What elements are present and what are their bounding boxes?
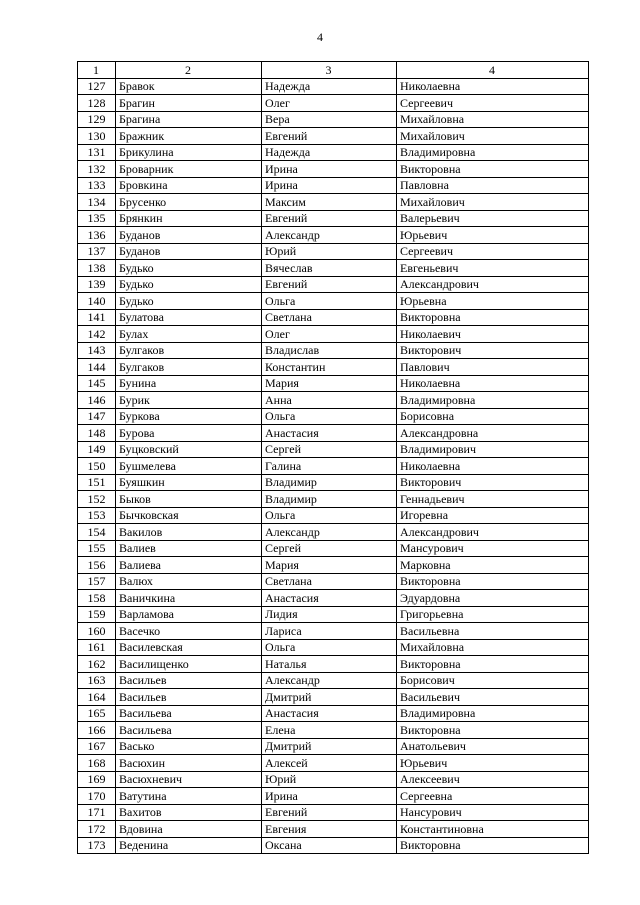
table-row [78, 771, 589, 788]
patronymic-cell: Владимирович [397, 441, 589, 458]
first-name-cell: Анастасия [262, 425, 397, 442]
surname-cell: Бурова [116, 425, 262, 442]
surname-cell: Бурик [116, 392, 262, 409]
surname-cell: Васюхневич [116, 771, 262, 788]
row-number-cell: 155 [78, 540, 116, 557]
surname-cell: Веденина [116, 837, 262, 854]
surname-cell: Бровкина [116, 177, 262, 194]
row-number-cell: 173 [78, 837, 116, 854]
first-name-cell: Мария [262, 375, 397, 392]
row-number-cell: 151 [78, 474, 116, 491]
surname-cell: Ватутина [116, 788, 262, 805]
row-number-cell: 132 [78, 161, 116, 178]
table-row [78, 705, 589, 722]
table-row [78, 210, 589, 227]
patronymic-cell: Васильевна [397, 623, 589, 640]
first-name-cell: Владислав [262, 342, 397, 359]
table-row [78, 804, 589, 821]
table-row [78, 837, 589, 854]
patronymic-cell: Анатольевич [397, 738, 589, 755]
patronymic-cell: Викторович [397, 474, 589, 491]
row-number-cell: 171 [78, 804, 116, 821]
table-row [78, 326, 589, 343]
first-name-cell: Владимир [262, 491, 397, 508]
patronymic-cell: Григорьевна [397, 606, 589, 623]
table-row [78, 392, 589, 409]
table-row [78, 738, 589, 755]
surname-cell: Вдовина [116, 821, 262, 838]
surname-cell: Василищенко [116, 656, 262, 673]
table-row [78, 359, 589, 376]
first-name-cell: Вера [262, 111, 397, 128]
first-name-cell: Наталья [262, 656, 397, 673]
surname-cell: Булгаков [116, 359, 262, 376]
row-number-cell: 168 [78, 755, 116, 772]
first-name-cell: Евгения [262, 821, 397, 838]
patronymic-cell: Владимировна [397, 705, 589, 722]
patronymic-cell: Сергеевич [397, 243, 589, 260]
surname-cell: Валиев [116, 540, 262, 557]
patronymic-cell: Сергеевна [397, 788, 589, 805]
row-number-cell: 146 [78, 392, 116, 409]
table-row [78, 672, 589, 689]
row-number-cell: 138 [78, 260, 116, 277]
table-row [78, 788, 589, 805]
first-name-cell: Галина [262, 458, 397, 475]
table-row [78, 408, 589, 425]
surname-cell: Брагина [116, 111, 262, 128]
patronymic-cell: Юрьевич [397, 755, 589, 772]
column-header-number: 1 [78, 62, 116, 79]
surname-cell: Буданов [116, 243, 262, 260]
surname-cell: Ваничкина [116, 590, 262, 607]
first-name-cell: Ирина [262, 161, 397, 178]
first-name-cell: Олег [262, 95, 397, 112]
first-name-cell: Евгений [262, 276, 397, 293]
first-name-cell: Ольга [262, 507, 397, 524]
row-number-cell: 134 [78, 194, 116, 211]
surname-cell: Булах [116, 326, 262, 343]
surname-cell: Будько [116, 260, 262, 277]
patronymic-cell: Мансурович [397, 540, 589, 557]
surname-cell: Василевская [116, 639, 262, 656]
patronymic-cell: Александровна [397, 425, 589, 442]
patronymic-cell: Марковна [397, 557, 589, 574]
first-name-cell: Анна [262, 392, 397, 409]
surname-cell: Бражник [116, 128, 262, 145]
row-number-cell: 131 [78, 144, 116, 161]
row-number-cell: 136 [78, 227, 116, 244]
first-name-cell: Юрий [262, 771, 397, 788]
surname-cell: Васильев [116, 689, 262, 706]
first-name-cell: Светлана [262, 309, 397, 326]
first-name-cell: Дмитрий [262, 738, 397, 755]
first-name-cell: Алексей [262, 755, 397, 772]
row-number-cell: 152 [78, 491, 116, 508]
patronymic-cell: Викторовна [397, 722, 589, 739]
first-name-cell: Ольга [262, 408, 397, 425]
surname-cell: Васюхин [116, 755, 262, 772]
first-name-cell: Анастасия [262, 705, 397, 722]
table-row [78, 458, 589, 475]
row-number-cell: 144 [78, 359, 116, 376]
first-name-cell: Евгений [262, 128, 397, 145]
row-number-cell: 157 [78, 573, 116, 590]
page-number: 4 [317, 30, 323, 44]
surname-cell: Будько [116, 276, 262, 293]
first-name-cell: Оксана [262, 837, 397, 854]
first-name-cell: Анастасия [262, 590, 397, 607]
table-row [78, 557, 589, 574]
table-row [78, 689, 589, 706]
patronymic-cell: Валерьевич [397, 210, 589, 227]
first-name-cell: Дмитрий [262, 689, 397, 706]
first-name-cell: Надежда [262, 144, 397, 161]
surname-cell: Вакилов [116, 524, 262, 541]
patronymic-cell: Эдуардовна [397, 590, 589, 607]
surname-cell: Буяшкин [116, 474, 262, 491]
table-row [78, 128, 589, 145]
table-row [78, 656, 589, 673]
surname-cell: Васечко [116, 623, 262, 640]
table-row [78, 491, 589, 508]
patronymic-cell: Константиновна [397, 821, 589, 838]
first-name-cell: Владимир [262, 474, 397, 491]
table-row [78, 375, 589, 392]
table-row [78, 111, 589, 128]
first-name-cell: Максим [262, 194, 397, 211]
patronymic-cell: Юрьевич [397, 227, 589, 244]
row-number-cell: 158 [78, 590, 116, 607]
table-row [78, 227, 589, 244]
patronymic-cell: Викторовна [397, 656, 589, 673]
row-number-cell: 147 [78, 408, 116, 425]
first-name-cell: Ольга [262, 293, 397, 310]
row-number-cell: 135 [78, 210, 116, 227]
row-number-cell: 162 [78, 656, 116, 673]
column-header-surname: 2 [116, 62, 262, 79]
table-row [78, 194, 589, 211]
first-name-cell: Светлана [262, 573, 397, 590]
surname-cell: Васильева [116, 705, 262, 722]
first-name-cell: Юрий [262, 243, 397, 260]
patronymic-cell: Николаевна [397, 375, 589, 392]
surname-cell: Бушмелева [116, 458, 262, 475]
row-number-cell: 130 [78, 128, 116, 145]
table-row [78, 276, 589, 293]
first-name-cell: Елена [262, 722, 397, 739]
patronymic-cell: Геннадьевич [397, 491, 589, 508]
first-name-cell: Лариса [262, 623, 397, 640]
row-number-cell: 160 [78, 623, 116, 640]
row-number-cell: 172 [78, 821, 116, 838]
row-number-cell: 169 [78, 771, 116, 788]
first-name-cell: Александр [262, 227, 397, 244]
patronymic-cell: Евгеньевич [397, 260, 589, 277]
table-row [78, 425, 589, 442]
table-row [78, 342, 589, 359]
surname-cell: Васильева [116, 722, 262, 739]
patronymic-cell: Александрович [397, 524, 589, 541]
table-row [78, 623, 589, 640]
first-name-cell: Евгений [262, 210, 397, 227]
patronymic-cell: Михайловна [397, 639, 589, 656]
table-row [78, 309, 589, 326]
first-name-cell: Евгений [262, 804, 397, 821]
patronymic-cell: Михайлович [397, 194, 589, 211]
surname-cell: Варламова [116, 606, 262, 623]
surname-cell: Валюх [116, 573, 262, 590]
row-number-cell: 170 [78, 788, 116, 805]
first-name-cell: Ольга [262, 639, 397, 656]
table-row [78, 606, 589, 623]
row-number-cell: 165 [78, 705, 116, 722]
patronymic-cell: Викторовна [397, 161, 589, 178]
header-row [78, 62, 589, 79]
row-number-cell: 148 [78, 425, 116, 442]
row-number-cell: 128 [78, 95, 116, 112]
surname-cell: Быков [116, 491, 262, 508]
surname-cell: Васько [116, 738, 262, 755]
surname-cell: Брикулина [116, 144, 262, 161]
table-row [78, 260, 589, 277]
table-row [78, 821, 589, 838]
surname-cell: Буданов [116, 227, 262, 244]
surname-cell: Броварник [116, 161, 262, 178]
first-name-cell: Сергей [262, 441, 397, 458]
patronymic-cell: Викторовна [397, 309, 589, 326]
surname-cell: Бравок [116, 78, 262, 95]
row-number-cell: 163 [78, 672, 116, 689]
patronymic-cell: Александрович [397, 276, 589, 293]
first-name-cell: Ирина [262, 788, 397, 805]
table-row [78, 524, 589, 541]
first-name-cell: Александр [262, 524, 397, 541]
table-row [78, 177, 589, 194]
row-number-cell: 150 [78, 458, 116, 475]
patronymic-cell: Нансурович [397, 804, 589, 821]
row-number-cell: 143 [78, 342, 116, 359]
row-number-cell: 142 [78, 326, 116, 343]
table-row [78, 293, 589, 310]
first-name-cell: Александр [262, 672, 397, 689]
first-name-cell: Надежда [262, 78, 397, 95]
table-row [78, 722, 589, 739]
table-row [78, 507, 589, 524]
patronymic-cell: Игоревна [397, 507, 589, 524]
surname-cell: Брянкин [116, 210, 262, 227]
patronymic-cell: Викторовна [397, 837, 589, 854]
patronymic-cell: Владимировна [397, 144, 589, 161]
patronymic-cell: Николаевич [397, 326, 589, 343]
first-name-cell: Олег [262, 326, 397, 343]
row-number-cell: 167 [78, 738, 116, 755]
surname-cell: Вахитов [116, 804, 262, 821]
table-row [78, 755, 589, 772]
table-row [78, 441, 589, 458]
patronymic-cell: Михайловна [397, 111, 589, 128]
patronymic-cell: Борисовна [397, 408, 589, 425]
table-row [78, 639, 589, 656]
first-name-cell: Мария [262, 557, 397, 574]
row-number-cell: 129 [78, 111, 116, 128]
first-name-cell: Сергей [262, 540, 397, 557]
row-number-cell: 149 [78, 441, 116, 458]
row-number-cell: 156 [78, 557, 116, 574]
surname-cell: Буркова [116, 408, 262, 425]
table-row [78, 144, 589, 161]
column-header-patronymic: 4 [397, 62, 589, 79]
table-row [78, 95, 589, 112]
row-number-cell: 166 [78, 722, 116, 739]
patronymic-cell: Николаевна [397, 78, 589, 95]
surname-cell: Валиева [116, 557, 262, 574]
row-number-cell: 159 [78, 606, 116, 623]
first-name-cell: Константин [262, 359, 397, 376]
table-row [78, 540, 589, 557]
patronymic-cell: Юрьевна [397, 293, 589, 310]
row-number-cell: 164 [78, 689, 116, 706]
table-row [78, 474, 589, 491]
surname-cell: Бычковская [116, 507, 262, 524]
patronymic-cell: Викторовна [397, 573, 589, 590]
first-name-cell: Вячеслав [262, 260, 397, 277]
surname-cell: Васильев [116, 672, 262, 689]
patronymic-cell: Николаевна [397, 458, 589, 475]
patronymic-cell: Павлович [397, 359, 589, 376]
row-number-cell: 140 [78, 293, 116, 310]
row-number-cell: 137 [78, 243, 116, 260]
surname-cell: Будько [116, 293, 262, 310]
row-number-cell: 145 [78, 375, 116, 392]
row-number-cell: 141 [78, 309, 116, 326]
patronymic-cell: Сергеевич [397, 95, 589, 112]
patronymic-cell: Борисович [397, 672, 589, 689]
column-header-first-name: 3 [262, 62, 397, 79]
surname-cell: Булатова [116, 309, 262, 326]
surname-cell: Булгаков [116, 342, 262, 359]
patronymic-cell: Михайлович [397, 128, 589, 145]
surname-cell: Буцковский [116, 441, 262, 458]
patronymic-cell: Павловна [397, 177, 589, 194]
row-number-cell: 153 [78, 507, 116, 524]
patronymic-cell: Владимировна [397, 392, 589, 409]
first-name-cell: Ирина [262, 177, 397, 194]
roster-table [77, 61, 589, 854]
surname-cell: Бунина [116, 375, 262, 392]
row-number-cell: 127 [78, 78, 116, 95]
table-row [78, 590, 589, 607]
table-row [78, 78, 589, 95]
first-name-cell: Лидия [262, 606, 397, 623]
table-row [78, 243, 589, 260]
table-row [78, 161, 589, 178]
patronymic-cell: Алексеевич [397, 771, 589, 788]
row-number-cell: 139 [78, 276, 116, 293]
patronymic-cell: Васильевич [397, 689, 589, 706]
surname-cell: Брусенко [116, 194, 262, 211]
row-number-cell: 154 [78, 524, 116, 541]
table-row [78, 573, 589, 590]
surname-cell: Брагин [116, 95, 262, 112]
row-number-cell: 133 [78, 177, 116, 194]
row-number-cell: 161 [78, 639, 116, 656]
patronymic-cell: Викторович [397, 342, 589, 359]
